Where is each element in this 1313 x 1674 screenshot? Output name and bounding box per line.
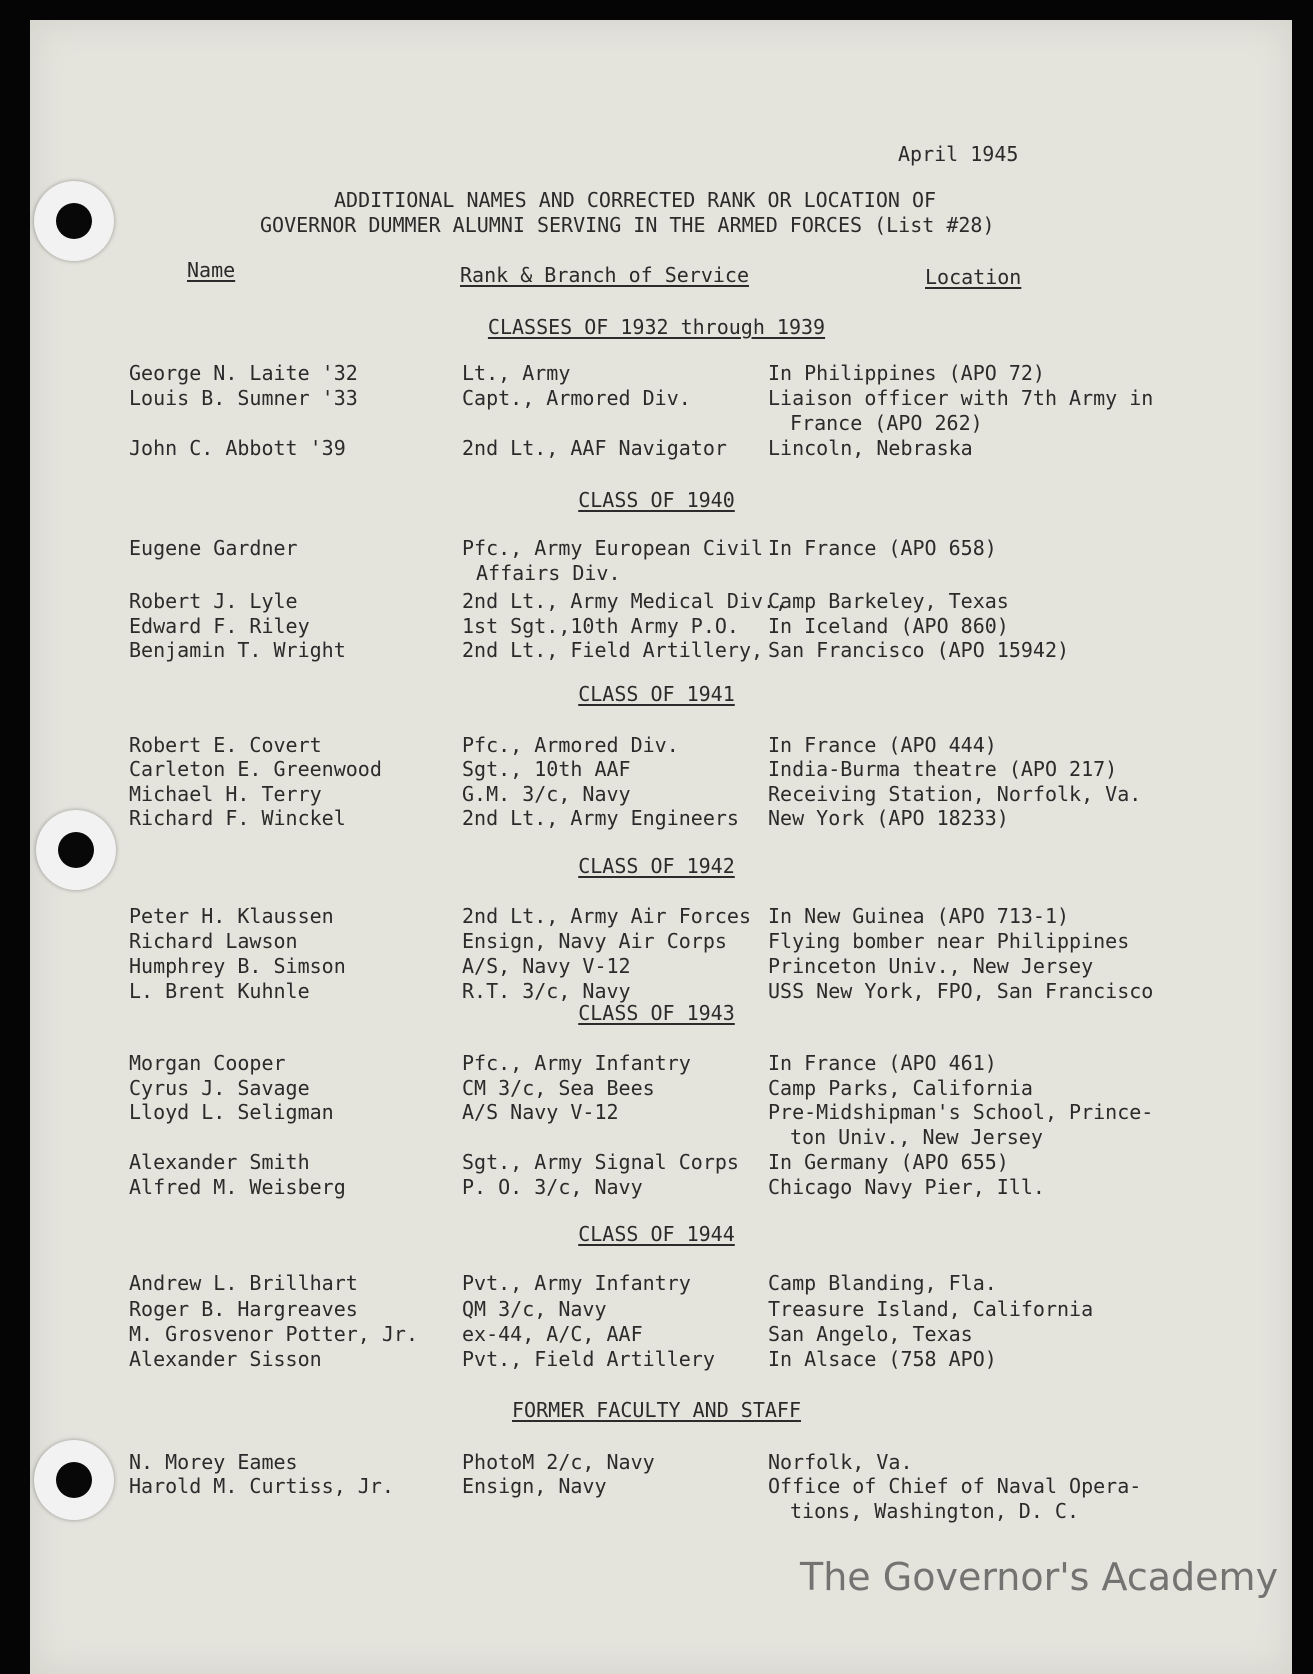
- entry-location: Norfolk, Va.: [768, 1450, 913, 1474]
- entry-name: Richard F. Winckel: [129, 806, 346, 830]
- entry-location: Treasure Island, California: [768, 1297, 1094, 1321]
- entry-name: Eugene Gardner: [129, 536, 298, 560]
- entry-name: John C. Abbott '39: [129, 436, 346, 460]
- entry-name: Carleton E. Greenwood: [129, 757, 382, 781]
- entry-name: Michael H. Terry: [129, 782, 322, 806]
- entry-location: Receiving Station, Norfolk, Va.: [768, 782, 1142, 806]
- entry-name: Morgan Cooper: [129, 1051, 286, 1075]
- entry-name: Cyrus J. Savage: [129, 1076, 310, 1100]
- entry-name: George N. Laite '32: [129, 361, 358, 385]
- section-heading: CLASS OF 1941: [578, 682, 735, 706]
- entry-location: Flying bomber near Philippines: [768, 929, 1130, 953]
- document-title-line-1: ADDITIONAL NAMES AND CORRECTED RANK OR LOCATION OF: [334, 188, 937, 212]
- entry-name: Robert J. Lyle: [129, 589, 298, 613]
- entry-rank: A/S, Navy V-12: [462, 954, 631, 978]
- entry-location-continued: tions, Washington, D. C.: [790, 1499, 1079, 1523]
- section-heading: CLASS OF 1940: [578, 488, 735, 512]
- entry-location: USS New York, FPO, San Francisco: [768, 979, 1154, 1003]
- entry-rank: Pvt., Field Artillery: [462, 1347, 715, 1371]
- section-heading: CLASS OF 1944: [578, 1222, 735, 1246]
- entry-rank: Pfc., Army Infantry: [462, 1051, 691, 1075]
- entry-rank: CM 3/c, Sea Bees: [462, 1076, 655, 1100]
- entry-name: Humphrey B. Simson: [129, 954, 346, 978]
- entry-rank: Ensign, Navy: [462, 1474, 607, 1498]
- entry-name: Edward F. Riley: [129, 614, 310, 638]
- entry-rank: Ensign, Navy Air Corps: [462, 929, 727, 953]
- entry-rank: QM 3/c, Navy: [462, 1297, 607, 1321]
- entry-rank-continued: Affairs Div.: [476, 561, 621, 585]
- entry-rank: Pfc., Army European Civil: [462, 536, 764, 560]
- entry-location: In New Guinea (APO 713-1): [768, 904, 1070, 928]
- entry-rank: Lt., Army: [462, 361, 571, 385]
- column-header-location: Location: [925, 265, 1022, 289]
- entry-location: In Alsace (758 APO): [768, 1347, 997, 1371]
- entry-name: Harold M. Curtiss, Jr.: [129, 1474, 394, 1498]
- entry-name: M. Grosvenor Potter, Jr.: [129, 1322, 418, 1346]
- entry-rank: 2nd Lt., Army Engineers: [462, 806, 739, 830]
- binder-hole-top: [34, 181, 114, 261]
- entry-rank: 1st Sgt.,10th Army P.O.: [462, 614, 739, 638]
- entry-name: Alexander Smith: [129, 1150, 310, 1174]
- entry-location: Lincoln, Nebraska: [768, 436, 973, 460]
- entry-rank: Pfc., Armored Div.: [462, 733, 679, 757]
- entry-rank: G.M. 3/c, Navy: [462, 782, 631, 806]
- entry-location: In France (APO 461): [768, 1051, 997, 1075]
- entry-rank: 2nd Lt., Army Air Forces: [462, 904, 751, 928]
- entry-name: Robert E. Covert: [129, 733, 322, 757]
- section-heading: FORMER FACULTY AND STAFF: [512, 1398, 801, 1422]
- entry-location: Camp Barkeley, Texas: [768, 589, 1009, 613]
- entry-name: Lloyd L. Seligman: [129, 1100, 334, 1124]
- entry-name: Alfred M. Weisberg: [129, 1175, 346, 1199]
- column-header-name: Name: [187, 258, 236, 282]
- entry-location: Office of Chief of Naval Opera-: [768, 1474, 1142, 1498]
- entry-location: In France (APO 444): [768, 733, 997, 757]
- binder-hole-bottom: [34, 1440, 114, 1520]
- entry-name: L. Brent Kuhnle: [129, 979, 310, 1003]
- entry-name: Andrew L. Brillhart: [129, 1271, 358, 1295]
- entry-location: New York (APO 18233): [768, 806, 1009, 830]
- entry-rank: Capt., Armored Div.: [462, 386, 691, 410]
- entry-location: Camp Parks, California: [768, 1076, 1033, 1100]
- entry-name: Richard Lawson: [129, 929, 298, 953]
- entry-name: Louis B. Sumner '33: [129, 386, 358, 410]
- entry-name: Alexander Sisson: [129, 1347, 322, 1371]
- document-date: April 1945: [898, 142, 1019, 166]
- document-title-line-2: GOVERNOR DUMMER ALUMNI SERVING IN THE ARMED FORCES (List #28): [260, 213, 995, 237]
- entry-location: In Philippines (APO 72): [768, 361, 1045, 385]
- entry-location: In France (APO 658): [768, 536, 997, 560]
- section-heading: CLASS OF 1942: [578, 854, 735, 878]
- entry-location: India-Burma theatre (APO 217): [768, 757, 1118, 781]
- entry-location: Camp Blanding, Fla.: [768, 1271, 997, 1295]
- entry-rank: Sgt., Army Signal Corps: [462, 1150, 739, 1174]
- entry-location: In Iceland (APO 860): [768, 614, 1009, 638]
- entry-location: In Germany (APO 655): [768, 1150, 1009, 1174]
- entry-rank: Sgt., 10th AAF: [462, 757, 631, 781]
- entry-rank: P. O. 3/c, Navy: [462, 1175, 643, 1199]
- entry-rank: PhotoM 2/c, Navy: [462, 1450, 655, 1474]
- entry-location: San Francisco (APO 15942): [768, 638, 1070, 662]
- entry-name: Peter H. Klaussen: [129, 904, 334, 928]
- entry-location: Chicago Navy Pier, Ill.: [768, 1175, 1045, 1199]
- entry-rank: A/S Navy V-12: [462, 1100, 619, 1124]
- entry-rank: R.T. 3/c, Navy: [462, 979, 631, 1003]
- entry-location: Pre-Midshipman's School, Prince-: [768, 1100, 1154, 1124]
- entry-name: Benjamin T. Wright: [129, 638, 346, 662]
- watermark: The Governor's Academy: [800, 1555, 1279, 1599]
- entry-rank: 2nd Lt., AAF Navigator: [462, 436, 727, 460]
- entry-location-continued: ton Univ., New Jersey: [790, 1125, 1043, 1149]
- entry-location: Princeton Univ., New Jersey: [768, 954, 1094, 978]
- entry-rank: Pvt., Army Infantry: [462, 1271, 691, 1295]
- entry-location-continued: France (APO 262): [790, 411, 983, 435]
- entry-name: N. Morey Eames: [129, 1450, 298, 1474]
- entry-location: Liaison officer with 7th Army in: [768, 386, 1154, 410]
- entry-location: San Angelo, Texas: [768, 1322, 973, 1346]
- section-heading: CLASSES OF 1932 through 1939: [487, 315, 826, 339]
- section-heading: CLASS OF 1943: [578, 1001, 735, 1025]
- entry-name: Roger B. Hargreaves: [129, 1297, 358, 1321]
- entry-rank: 2nd Lt., Field Artillery,: [462, 638, 764, 662]
- entry-rank: ex-44, A/C, AAF: [462, 1322, 643, 1346]
- entry-rank: 2nd Lt., Army Medical Div.,: [462, 589, 788, 613]
- column-header-rank: Rank & Branch of Service: [460, 263, 749, 287]
